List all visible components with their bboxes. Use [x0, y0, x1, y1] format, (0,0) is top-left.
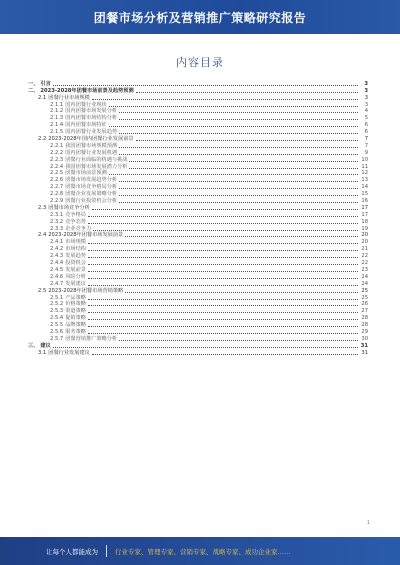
toc-entry-page: 16: [361, 198, 368, 205]
toc-entry-text: 团餐市场竞争分析: [48, 204, 90, 211]
toc-entry-number: 2.3: [38, 204, 47, 211]
report-header-banner: [0, 0, 400, 34]
toc-entry-leader-dots: [125, 236, 358, 237]
toc-entry[interactable]: [28, 328, 368, 335]
toc-entry-page: 17: [361, 211, 368, 218]
toc-entry[interactable]: [28, 101, 368, 108]
toc-entry-leader-dots: [119, 188, 358, 189]
toc-entry-text: 投资机会: [65, 260, 86, 267]
toc-entry-page: 24: [361, 280, 368, 287]
toc-entry-number: 三、: [28, 342, 39, 349]
toc-entry-page: 13: [361, 177, 368, 184]
toc-entry-leader-dots: [125, 292, 358, 293]
toc-entry[interactable]: [28, 135, 368, 142]
toc-entry-number: 2.5.4: [50, 315, 64, 322]
toc-entry-leader-dots: [109, 126, 358, 127]
toc-entry-text: 市场结构: [65, 246, 86, 253]
toc-entry-leader-dots: [109, 106, 358, 107]
toc-entry-text: 团餐行业面临的机遇与挑战: [65, 156, 128, 163]
toc-entry-text: 我国团餐市场规模预测: [65, 142, 118, 149]
toc-entry-leader-dots: [92, 209, 358, 210]
toc-entry-number: 2.5.7: [50, 335, 64, 342]
toc-entry-text: 2023-2028年团餐市场发展前景: [48, 232, 124, 239]
toc-entry-number: 2.2.5: [50, 170, 64, 177]
toc-entry-text: 引言: [40, 80, 51, 87]
toc-entry-page: 15: [361, 191, 368, 198]
toc-entry[interactable]: [28, 142, 368, 149]
toc-entry-page: 20: [361, 239, 368, 246]
toc-entry-number: 2.4.5: [50, 266, 64, 273]
toc-entry-leader-dots: [92, 99, 358, 100]
toc-entry[interactable]: [28, 87, 368, 94]
toc-entry-page: 21: [361, 246, 368, 253]
toc-entry-text: 团餐行业投资机会分析: [65, 198, 118, 205]
toc-entry-leader-dots: [88, 250, 358, 251]
toc-entry-text: 发展建议: [65, 280, 86, 287]
toc-entry-number: 2.4.1: [50, 239, 64, 246]
toc-entry-leader-dots: [109, 174, 358, 175]
toc-entry-page: 19: [361, 225, 368, 232]
toc-entry[interactable]: [28, 307, 368, 314]
toc-entry-leader-dots: [88, 243, 358, 244]
toc-entry-page: 12: [361, 170, 368, 177]
toc-entry-number: 2.2: [38, 136, 47, 143]
toc-entry-leader-dots: [92, 354, 358, 355]
toc-entry-page: 20: [361, 232, 368, 239]
toc-entry-leader-dots: [119, 133, 358, 134]
toc-entry-text: 建议: [40, 342, 51, 349]
toc-entry-page: 3: [364, 101, 368, 108]
toc-entry-number: 2.1.1: [50, 101, 64, 108]
toc-entry-page: 28: [361, 322, 368, 329]
toc-entry[interactable]: [28, 163, 368, 170]
footer-divider: [106, 545, 107, 557]
toc-entry-page: 27: [361, 308, 368, 315]
toc-entry-page: 3: [364, 80, 368, 87]
toc-entry-leader-dots: [119, 202, 358, 203]
toc-entry-leader-dots: [93, 230, 358, 231]
toc-entry-page: 26: [361, 301, 368, 308]
toc-entry[interactable]: [28, 280, 368, 287]
toc-entry[interactable]: [28, 211, 368, 218]
toc-entry-text: 团餐营销推广策略分析: [65, 335, 118, 342]
toc-entry[interactable]: [28, 197, 368, 204]
toc-entry-number: 2.4: [38, 232, 47, 239]
toc-entry-text: 品牌策略: [65, 322, 86, 329]
toc-entry-page: 17: [361, 204, 368, 211]
toc-entry-text: 团餐市场发展趋势分析: [65, 177, 118, 184]
toc-entry-text: 国内团餐行业现状: [65, 101, 107, 108]
toc-entry[interactable]: [28, 301, 368, 308]
toc-entry-leader-dots: [119, 112, 358, 113]
toc-entry-page: 14: [361, 184, 368, 191]
toc-entry-leader-dots: [53, 85, 358, 86]
toc-entry[interactable]: [28, 218, 368, 225]
toc-entry-number: 2.3.3: [50, 225, 64, 232]
toc-entry-page: 28: [361, 315, 368, 322]
toc-entry[interactable]: [28, 225, 368, 232]
toc-entry[interactable]: [28, 170, 368, 177]
toc-entry-page: 6: [364, 122, 368, 129]
toc-entry-number: 2.3.1: [50, 211, 64, 218]
toc-entry-page: 18: [361, 218, 368, 225]
toc-entry-text: 团餐市场前景预测: [65, 170, 107, 177]
toc-entry-number: 2.3.2: [50, 218, 64, 225]
toc-entry-leader-dots: [129, 161, 358, 162]
toc-entry[interactable]: [28, 121, 368, 128]
toc-entry-number: 2.1.3: [50, 115, 64, 122]
toc-entry-leader-dots: [88, 285, 358, 286]
report-title: 团餐市场分析及营销推广策略研究报告: [93, 10, 307, 25]
toc-entry-text: 竞争格局: [65, 211, 86, 218]
toc-entry-leader-dots: [88, 271, 358, 272]
toc-entry[interactable]: [28, 252, 368, 259]
toc-entry-page: 7: [364, 136, 368, 143]
toc-entry-number: 2.5.5: [50, 322, 64, 329]
toc-entry-number: 2.4.6: [50, 273, 64, 280]
toc-entry-leader-dots: [88, 264, 358, 265]
toc-entry[interactable]: [28, 232, 368, 239]
toc-entry-text: 团餐企业发展策略分析: [65, 191, 118, 198]
toc-entry-text: 国内团餐行业发展趋势: [65, 129, 118, 136]
toc-entry[interactable]: [28, 294, 368, 301]
toc-entry-number: 2.1: [38, 94, 47, 101]
toc-entry-leader-dots: [119, 154, 358, 155]
page-number: 1: [366, 520, 370, 526]
toc-page: [28, 40, 372, 528]
toc-entry-page: 23: [361, 266, 368, 273]
toc-entry-text: 团餐行业市场规模: [48, 94, 90, 101]
toc-entry-number: 2.2.1: [50, 142, 64, 149]
toc-entry-number: 2.5.1: [50, 294, 64, 301]
toc-entry-leader-dots: [136, 140, 358, 141]
toc-entry[interactable]: [28, 273, 368, 280]
toc-entry-number: 2.4.3: [50, 253, 64, 260]
toc-entry-text: 产品策略: [65, 294, 86, 301]
toc-entry-leader-dots: [88, 305, 358, 306]
toc-entry-number: 2.4.4: [50, 260, 64, 267]
toc-entry-leader-dots: [136, 92, 358, 93]
toc-entry[interactable]: [28, 321, 368, 328]
toc-entry-leader-dots: [88, 278, 358, 279]
toc-entry-page: 7: [364, 142, 368, 149]
toc-entry-text: 国内团餐市场发展分析: [65, 108, 118, 115]
toc-entry[interactable]: [28, 108, 368, 115]
toc-entry-leader-dots: [119, 340, 358, 341]
toc-entry-number: 2.1.4: [50, 122, 64, 129]
toc-entry-number: 2.2.9: [50, 198, 64, 205]
toc-entry-page: 31: [360, 342, 368, 349]
toc-entry-text: 国内团餐行业发展机遇: [65, 149, 118, 156]
toc-entry-text: 发展趋势: [65, 253, 86, 260]
table-of-contents: [28, 80, 368, 356]
toc-entry-text: 促销策略: [65, 315, 86, 322]
toc-entry-text: 团餐行业发展建议: [48, 349, 90, 356]
toc-entry[interactable]: [28, 287, 368, 294]
toc-entry-number: 2.4.7: [50, 280, 64, 287]
toc-entry[interactable]: [28, 149, 368, 156]
toc-entry-number: 2.5.3: [50, 308, 64, 315]
toc-entry-text: 市场规模: [65, 239, 86, 246]
toc-entry-leader-dots: [88, 326, 358, 327]
toc-entry-text: 2023-2028年国内团餐行业发展前景: [48, 136, 134, 143]
toc-entry-number: 2.2.4: [50, 163, 64, 170]
toc-entry-page: 31: [361, 349, 368, 356]
toc-entry-page: 5: [364, 115, 368, 122]
toc-entry-page: 30: [361, 335, 368, 342]
toc-entry-page: 22: [361, 253, 368, 260]
toc-entry-page: 22: [361, 260, 368, 267]
toc-entry[interactable]: [28, 94, 368, 101]
toc-entry[interactable]: [28, 245, 368, 252]
toc-entry-leader-dots: [53, 347, 358, 348]
toc-entry[interactable]: [28, 314, 368, 321]
toc-entry[interactable]: [28, 342, 368, 349]
toc-entry-leader-dots: [119, 147, 358, 148]
toc-entry-text: 竞争态势: [65, 218, 86, 225]
toc-entry[interactable]: [28, 204, 368, 211]
toc-entry-number: 3.1: [38, 349, 47, 356]
toc-entry-number: 2.5: [38, 287, 47, 294]
toc-entry-leader-dots: [88, 299, 358, 300]
footer-slogan-right: 行业专家、管理专家、营销专家、战略专家、成功企业家……: [115, 547, 291, 556]
toc-entry-text: 我国团餐市场发展潜力分析: [65, 163, 128, 170]
toc-entry-leader-dots: [88, 216, 358, 217]
toc-entry-leader-dots: [119, 119, 358, 120]
toc-entry-number: 2.5.2: [50, 301, 64, 308]
toc-entry-leader-dots: [88, 319, 358, 320]
toc-entry-leader-dots: [88, 312, 358, 313]
toc-entry-text: 发展前景: [65, 266, 86, 273]
toc-entry-text: 价格策略: [65, 301, 86, 308]
toc-entry-text: 服务策略: [65, 328, 86, 335]
toc-entry[interactable]: [28, 238, 368, 245]
toc-entry-number: 二、: [28, 87, 39, 94]
toc-entry-text: 2023-2028年团餐市场营销策略: [48, 287, 124, 294]
toc-title: 内容目录: [176, 56, 224, 69]
toc-entry-text: 2023-2028年团餐市场前景及趋势预测: [40, 87, 134, 94]
toc-entry-page: 4: [364, 108, 368, 115]
toc-entry-text: 风险分析: [65, 273, 86, 280]
toc-entry-leader-dots: [119, 195, 358, 196]
toc-entry[interactable]: [28, 114, 368, 121]
toc-entry-page: 10: [361, 156, 368, 163]
toc-entry[interactable]: [28, 80, 368, 87]
footer-banner: [0, 537, 400, 565]
toc-entry-text: 国内团餐市场特征: [65, 122, 107, 129]
toc-entry-leader-dots: [129, 168, 358, 169]
toc-entry-number: 2.2.6: [50, 177, 64, 184]
toc-entry-leader-dots: [88, 223, 358, 224]
toc-entry[interactable]: [28, 266, 368, 273]
footer-slogan-left: 让每个人都能成为: [46, 547, 98, 556]
toc-entry-text: 国内团餐市场结构分析: [65, 115, 118, 122]
toc-entry-page: 9: [364, 149, 368, 156]
toc-entry-page: 11: [361, 163, 368, 170]
toc-entry-number: 2.4.2: [50, 246, 64, 253]
toc-entry[interactable]: [28, 128, 368, 135]
toc-entry-number: 2.1.2: [50, 108, 64, 115]
toc-entry[interactable]: [28, 156, 368, 163]
toc-entry[interactable]: [28, 183, 368, 190]
toc-entry-page: 29: [361, 328, 368, 335]
toc-entry[interactable]: [28, 176, 368, 183]
toc-entry-leader-dots: [119, 181, 358, 182]
toc-entry-text: 企业竞争力: [65, 225, 92, 232]
toc-entry[interactable]: [28, 259, 368, 266]
toc-entry-page: 3: [364, 87, 368, 94]
toc-entry-leader-dots: [88, 257, 358, 258]
toc-entry-number: 2.5.6: [50, 328, 64, 335]
toc-entry-number: 一、: [28, 80, 39, 87]
toc-entry[interactable]: [28, 190, 368, 197]
toc-entry-page: 3: [364, 94, 368, 101]
toc-entry-text: 渠道策略: [65, 308, 86, 315]
toc-entry-page: 25: [361, 294, 368, 301]
toc-entry-number: 2.2.8: [50, 191, 64, 198]
toc-entry-leader-dots: [88, 333, 358, 334]
toc-entry-number: 2.2.2: [50, 149, 64, 156]
toc-entry-text: 团餐市场竞争格局分析: [65, 184, 118, 191]
toc-entry-page: 24: [361, 273, 368, 280]
toc-entry-number: 2.1.5: [50, 129, 64, 136]
toc-entry[interactable]: [28, 335, 368, 342]
toc-entry-number: 2.2.7: [50, 184, 64, 191]
toc-entry-page: 6: [364, 129, 368, 136]
toc-entry-page: 25: [361, 287, 368, 294]
toc-entry[interactable]: [28, 349, 368, 356]
toc-entry-number: 2.2.3: [50, 156, 64, 163]
